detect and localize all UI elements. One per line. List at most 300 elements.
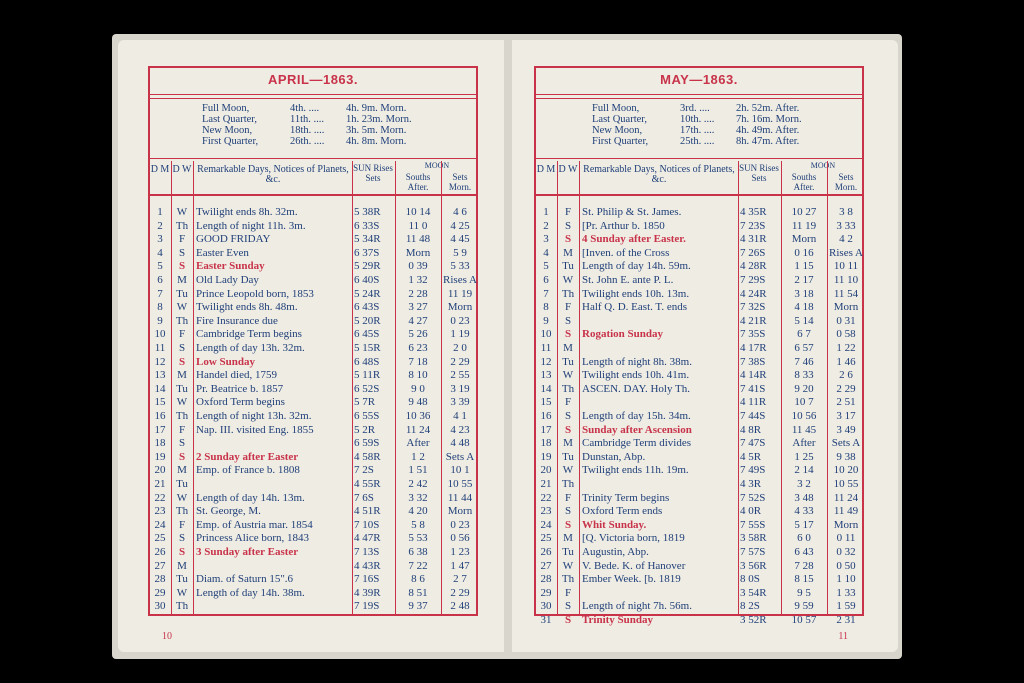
row-mso: After — [406, 437, 430, 450]
calendar-row — [150, 369, 476, 383]
row-dw: S — [564, 314, 572, 327]
header-events: Remarkable Days, Notices of Planets, &c. — [197, 164, 349, 185]
row-mse: 11 54 — [833, 287, 859, 300]
row-dm: 2 — [157, 219, 163, 232]
moon-phase-name: Full Moon, — [202, 103, 250, 114]
row-mso: Morn — [791, 233, 817, 246]
moon-phase-row — [592, 136, 826, 147]
row-mso: 11 0 — [408, 219, 428, 232]
row-sun: 7 19S — [354, 600, 380, 613]
calendar-row — [536, 396, 862, 410]
row-mso: 8 15 — [794, 573, 814, 586]
row-ev: Whit Sunday. — [582, 518, 647, 531]
header-events: Remarkable Days, Notices of Planets, &c. — [583, 164, 735, 185]
calendar-row — [150, 505, 476, 519]
row-dw: F — [178, 518, 186, 531]
row-mse: 2 29 — [450, 586, 470, 599]
calendar-row — [536, 587, 862, 601]
calendar-row — [536, 410, 862, 424]
row-mse: Morn — [833, 518, 859, 531]
row-dm: 28 — [540, 573, 552, 586]
row-dm: 3 — [157, 233, 163, 246]
row-sun: 7 29S — [740, 274, 766, 286]
row-mso: 10 7 — [794, 396, 814, 409]
moon-phase-day: 17th. .... — [680, 125, 715, 136]
row-dw: S — [178, 450, 186, 463]
row-dm: 18 — [154, 437, 166, 450]
row-mso: 9 0 — [411, 382, 425, 395]
row-dw: Th — [175, 600, 189, 613]
moon-phase-day: 18th. .... — [290, 125, 325, 136]
row-mse: 0 23 — [450, 518, 470, 531]
row-dm: 31 — [540, 614, 552, 626]
row-mso: 2 42 — [408, 478, 428, 490]
row-sun: 5 2R — [354, 423, 376, 436]
row-mse: 3 17 — [836, 410, 856, 422]
row-dw: S — [564, 233, 572, 246]
row-ev: V. Bede. K. of Hanover — [582, 559, 686, 572]
calendar-row — [536, 464, 862, 478]
row-sun: 5 24R — [354, 287, 381, 300]
may-frame — [534, 66, 864, 626]
row-mso: 7 18 — [408, 355, 428, 368]
row-ev: Half Q. D. East. T. ends — [582, 301, 687, 314]
row-mse: 11 24 — [833, 491, 859, 504]
row-mso: 4 27 — [408, 314, 428, 327]
row-ev: 2 Sunday after Easter — [196, 450, 299, 463]
row-dw: S — [178, 342, 186, 354]
row-ev: Length of day 14h. 13m. — [196, 491, 305, 504]
calendar-row — [536, 519, 862, 533]
calendar-row — [536, 532, 862, 546]
calendar-row — [150, 342, 476, 356]
row-mse: 1 33 — [836, 586, 856, 599]
may-title: MAY—1863. — [660, 72, 738, 87]
row-dw: Tu — [176, 382, 188, 395]
row-dw: M — [563, 437, 573, 450]
row-dw: S — [564, 505, 572, 518]
row-dm: 4 — [157, 246, 163, 259]
calendar-row — [150, 532, 476, 546]
row-sun: 7 47S — [740, 437, 766, 450]
row-dw: M — [563, 532, 573, 545]
row-dm: 28 — [154, 573, 166, 586]
header-sun: SUN Rises Sets — [353, 163, 393, 183]
row-mse: 2 0 — [453, 342, 467, 354]
row-dm: 14 — [154, 382, 166, 395]
row-dw: F — [564, 206, 572, 218]
row-mse: 11 44 — [447, 491, 473, 504]
row-dw: W — [562, 369, 574, 382]
row-mse: 10 11 — [833, 260, 859, 273]
row-dw: F — [564, 491, 572, 504]
row-mso: 10 56 — [791, 410, 817, 422]
moon-phase-row — [202, 114, 436, 125]
row-sun: 4 51R — [354, 505, 381, 518]
moon-phase-name: Last Quarter, — [592, 114, 647, 125]
row-mse: 4 25 — [450, 219, 470, 232]
row-mse: 1 46 — [836, 355, 856, 368]
row-mso: 5 17 — [794, 518, 814, 531]
row-dw: Th — [561, 382, 575, 395]
row-mse: 4 23 — [450, 423, 470, 436]
header-moon: MOON — [424, 161, 450, 170]
row-ev: Length of day 14h. 59m. — [582, 260, 691, 273]
row-ev: Emp. of Austria mar. 1854 — [196, 518, 313, 531]
row-mse: 0 11 — [836, 532, 856, 545]
calendar-row — [536, 356, 862, 370]
row-dm: 13 — [540, 369, 552, 382]
header-sun: SUN Rises Sets — [739, 163, 779, 183]
row-dm: 7 — [157, 287, 163, 300]
row-mse: 3 39 — [450, 396, 470, 409]
row-mse: 0 32 — [836, 546, 856, 558]
row-dm: 17 — [154, 423, 166, 436]
row-ev: [Inven. of the Cross — [582, 246, 670, 259]
row-sun: 7 6S — [354, 491, 374, 504]
row-sun: 7 2S — [354, 464, 374, 477]
row-mso: 3 32 — [408, 491, 428, 504]
row-mso: 5 14 — [794, 314, 814, 327]
row-dm: 15 — [154, 396, 166, 409]
row-sun: 3 56R — [740, 559, 767, 572]
row-dw: Th — [561, 287, 575, 300]
calendar-row — [536, 206, 862, 220]
row-ev: GOOD FRIDAY — [196, 233, 271, 246]
row-dm: 4 — [543, 246, 549, 259]
header-souths: Souths After. — [791, 172, 817, 192]
calendar-row — [150, 587, 476, 601]
row-sun: 4 11R — [740, 396, 767, 409]
moon-phase-day: 10th. .... — [680, 114, 715, 125]
row-mso: 11 19 — [791, 219, 817, 232]
moon-phase-day: 3rd. .... — [680, 103, 710, 114]
moon-phase-time: 7h. 16m. Morn. — [736, 114, 802, 125]
row-sun: 7 38S — [740, 355, 766, 368]
row-dm: 7 — [543, 287, 549, 300]
moon-phase-time: 2h. 52m. After. — [736, 103, 800, 114]
row-dm: 12 — [540, 355, 552, 368]
row-mso: 3 27 — [408, 301, 428, 314]
calendar-row — [150, 424, 476, 438]
calendar-row — [536, 274, 862, 288]
row-dm: 22 — [154, 491, 166, 504]
moon-phase-time: 4h. 8m. Morn. — [346, 136, 407, 147]
row-mso: 5 53 — [408, 532, 428, 545]
row-ev: ASCEN. DAY. Holy Th. — [582, 382, 690, 395]
calendar-row — [536, 260, 862, 274]
row-mse: Sets A — [831, 437, 861, 450]
calendar-row — [536, 600, 862, 614]
row-mse: 2 51 — [836, 396, 856, 409]
calendar-row — [536, 451, 862, 465]
row-sun: 6 33S — [354, 219, 380, 232]
row-mse: 10 55 — [833, 478, 859, 490]
row-dm: 14 — [540, 382, 552, 395]
row-sun: 7 52S — [740, 491, 766, 504]
may-column-headers — [536, 161, 862, 193]
row-ev: Emp. of France b. 1808 — [196, 464, 300, 477]
row-ev: Twilight ends 8h. 32m. — [196, 206, 298, 218]
april-page — [118, 40, 504, 652]
row-dm: 23 — [540, 505, 552, 518]
row-mso: 1 32 — [408, 274, 428, 286]
row-ev: Diam. of Saturn 15".6 — [196, 573, 294, 586]
row-dw: S — [178, 355, 186, 368]
row-mse: 1 23 — [450, 546, 470, 558]
row-dw: W — [176, 491, 188, 504]
row-dw: M — [177, 274, 187, 286]
row-ev: Oxford Term begins — [196, 396, 285, 409]
row-dm: 24 — [154, 518, 166, 531]
calendar-row — [150, 247, 476, 261]
row-mso: 9 37 — [408, 600, 428, 613]
calendar-row — [150, 328, 476, 342]
row-mse: 2 31 — [836, 614, 856, 626]
calendar-row — [536, 437, 862, 451]
row-dm: 27 — [154, 559, 166, 572]
row-ev: Princess Alice born, 1843 — [196, 532, 310, 545]
row-dw: W — [176, 396, 188, 409]
row-ev: Sunday after Ascension — [582, 423, 692, 436]
row-mso: Morn — [405, 246, 431, 259]
row-sun: 6 43S — [354, 301, 380, 314]
row-sun: 7 10S — [354, 518, 380, 531]
row-mso: 6 57 — [794, 342, 814, 354]
header-dw: D W — [558, 164, 578, 175]
row-mse: 2 7 — [453, 573, 467, 586]
row-mso: 3 2 — [797, 478, 811, 490]
row-dm: 19 — [154, 450, 166, 463]
calendar-row — [150, 396, 476, 410]
header-moon: MOON — [810, 161, 836, 170]
row-sun: 4 14R — [740, 369, 767, 382]
row-dw: S — [564, 518, 572, 531]
row-sun: 3 58R — [740, 532, 767, 545]
row-dw: M — [563, 342, 573, 354]
row-dw: F — [178, 328, 186, 341]
row-sun: 6 45S — [354, 328, 380, 341]
row-dw: Th — [175, 314, 189, 327]
row-sun: 4 8R — [740, 423, 762, 436]
calendar-row — [150, 492, 476, 506]
row-mse: 0 50 — [836, 559, 856, 572]
row-mso: 0 16 — [794, 246, 814, 259]
row-ev: Pr. Beatrice b. 1857 — [196, 382, 284, 395]
row-mse: 9 38 — [836, 450, 856, 463]
row-ev: Nap. III. visited Eng. 1855 — [196, 423, 314, 436]
row-dm: 6 — [157, 274, 163, 286]
row-ev: Twilight ends 10h. 41m. — [582, 369, 690, 382]
header-dm: D M — [536, 164, 556, 175]
row-dw: W — [176, 206, 188, 218]
row-dw: M — [563, 246, 573, 259]
row-dm: 8 — [157, 301, 163, 314]
row-mse: 1 22 — [836, 342, 856, 354]
row-mso: 8 51 — [408, 586, 428, 599]
row-ev: Trinity Sunday — [582, 614, 654, 626]
row-mse: 4 45 — [450, 233, 470, 246]
row-mso: 10 14 — [405, 206, 431, 218]
row-dw: S — [178, 546, 186, 558]
row-mse: 4 2 — [839, 233, 853, 246]
row-dm: 20 — [540, 464, 552, 477]
row-sun: 6 48S — [354, 355, 380, 368]
row-sun: 7 41S — [740, 382, 766, 395]
moon-phase-day: 11th. .... — [290, 114, 325, 125]
calendar-row — [150, 383, 476, 397]
row-mso: 2 28 — [408, 287, 428, 300]
calendar-row — [536, 560, 862, 574]
moon-phase-row — [202, 103, 436, 114]
row-mso: 2 14 — [794, 464, 814, 477]
row-dm: 12 — [154, 355, 166, 368]
row-dm: 29 — [540, 586, 552, 599]
row-mse: 3 8 — [839, 206, 853, 218]
row-dw: S — [178, 246, 186, 259]
calendar-row — [150, 301, 476, 315]
row-dm: 21 — [540, 478, 552, 490]
row-mse: Morn — [447, 505, 473, 518]
row-dm: 6 — [543, 274, 549, 286]
calendar-row — [536, 247, 862, 261]
row-mso: 6 7 — [797, 328, 811, 341]
row-sun: 7 23S — [740, 219, 766, 232]
row-sun: 5 11R — [354, 369, 381, 382]
row-mse: 2 29 — [836, 382, 856, 395]
row-mse: 11 19 — [447, 287, 473, 300]
row-dm: 13 — [154, 369, 166, 382]
row-dw: S — [564, 219, 572, 232]
row-ev: Twilight ends 8h. 48m. — [196, 301, 298, 314]
row-sun: 8 0S — [740, 573, 760, 586]
row-ev: Old Lady Day — [196, 274, 259, 286]
calendar-row — [150, 315, 476, 329]
row-mse: 11 49 — [833, 505, 859, 518]
row-sun: 4 28R — [740, 260, 767, 273]
row-mso: 9 48 — [408, 396, 428, 409]
calendar-row — [536, 546, 862, 560]
row-dw: W — [562, 274, 574, 286]
row-ev: Low Sunday — [196, 355, 256, 368]
row-sun: 5 29R — [354, 260, 381, 273]
row-dm: 9 — [157, 314, 163, 327]
row-dw: Tu — [562, 355, 574, 368]
calendar-row — [536, 328, 862, 342]
calendar-row — [150, 288, 476, 302]
calendar-row — [536, 478, 862, 492]
row-sun: 3 54R — [740, 586, 767, 599]
row-mso: 5 26 — [408, 328, 428, 341]
row-ev: Handel died, 1759 — [196, 369, 277, 382]
row-ev: Trinity Term begins — [582, 491, 670, 504]
moon-phase-row — [202, 136, 436, 147]
calendar-row — [150, 546, 476, 560]
row-dm: 25 — [540, 532, 552, 545]
row-ev: Length of night 11h. 3m. — [196, 219, 306, 232]
row-dw: F — [564, 301, 572, 314]
row-ev: Cambridge Term divides — [582, 437, 692, 450]
row-dw: Th — [175, 505, 189, 518]
row-sun: 7 49S — [740, 464, 766, 477]
row-ev: Length of night 7h. 56m. — [582, 600, 692, 613]
row-mse: 3 49 — [836, 423, 856, 436]
row-sun: 6 37S — [354, 246, 380, 259]
calendar-row — [150, 220, 476, 234]
row-mso: 3 18 — [794, 287, 814, 300]
row-dm: 30 — [540, 600, 552, 613]
moon-phase-time: 3h. 5m. Morn. — [346, 125, 407, 136]
row-ev: [Pr. Arthur b. 1850 — [582, 219, 665, 232]
row-dw: F — [564, 586, 572, 599]
row-ev: St. George, M. — [196, 505, 261, 518]
calendar-row — [536, 383, 862, 397]
row-ev: Ember Week. [b. 1819 — [582, 573, 681, 586]
calendar-row — [150, 356, 476, 370]
row-ev: Twilight ends 10h. 13m. — [582, 287, 690, 300]
row-sun: 4 5R — [740, 450, 762, 463]
may-page-number: 11 — [838, 631, 848, 642]
row-dm: 25 — [154, 532, 166, 545]
row-dm: 29 — [154, 586, 166, 599]
row-mso: 11 48 — [405, 233, 431, 246]
row-sun: 8 2S — [740, 600, 760, 613]
row-dm: 30 — [154, 600, 166, 613]
row-dw: M — [177, 559, 187, 572]
row-mso: 11 45 — [791, 423, 817, 436]
row-sun: 4 17R — [740, 342, 767, 354]
row-dm: 26 — [540, 546, 552, 558]
row-dw: F — [564, 396, 572, 409]
row-dm: 10 — [540, 328, 552, 341]
row-sun: 5 20R — [354, 314, 381, 327]
row-sun: 7 55S — [740, 518, 766, 531]
calendar-row — [536, 288, 862, 302]
header-souths: Souths After. — [405, 172, 431, 192]
calendar-row — [536, 492, 862, 506]
row-ev: 4 Sunday after Easter. — [582, 233, 686, 246]
row-sun: 4 43R — [354, 559, 381, 572]
row-dw: S — [178, 437, 186, 450]
row-mso: After — [792, 437, 816, 450]
row-sun: 5 38R — [354, 206, 381, 218]
row-sun: 4 55R — [354, 478, 381, 490]
row-sun: 7 44S — [740, 410, 766, 422]
row-mso: 9 59 — [794, 600, 814, 613]
row-mso: 7 22 — [408, 559, 428, 572]
row-dw: W — [562, 464, 574, 477]
row-dm: 23 — [154, 505, 166, 518]
row-mso: 0 39 — [408, 260, 428, 273]
row-dw: S — [564, 423, 572, 436]
row-mse: 2 29 — [450, 355, 470, 368]
calendar-row — [536, 220, 862, 234]
row-sun: 6 52S — [354, 382, 380, 395]
row-sun: 4 35R — [740, 206, 767, 218]
row-mso: 9 20 — [794, 382, 814, 395]
row-mse: 4 1 — [453, 410, 467, 422]
april-moon-phases — [150, 103, 476, 155]
may-moon-phases — [536, 103, 862, 155]
moon-phase-time: 4h. 49m. After. — [736, 125, 800, 136]
row-ev: Length of night 13h. 32m. — [196, 410, 312, 422]
row-sun: 4 47R — [354, 532, 381, 545]
row-dm: 5 — [157, 260, 163, 273]
row-dw: Tu — [562, 260, 574, 273]
calendar-row — [536, 233, 862, 247]
moon-phase-day: 26th. .... — [290, 136, 325, 147]
row-ev: Oxford Term ends — [582, 505, 663, 518]
